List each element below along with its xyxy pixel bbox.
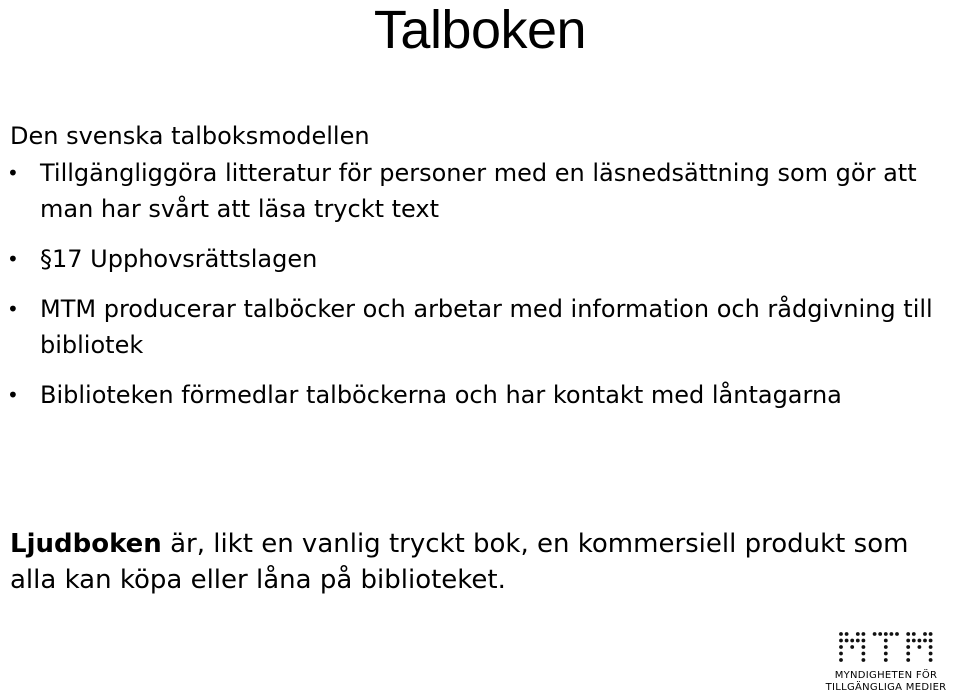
closing-text: är, likt en vanlig tryckt bok, en kommersiell produkt som alla kan köpa eller låna på biblioteket.	[10, 529, 909, 595]
bullet-dot-icon: •	[7, 247, 19, 271]
slide-title: Talboken	[373, 0, 587, 60]
closing-bold-term: Ljudboken	[10, 529, 162, 559]
bullet-item	[7, 377, 950, 413]
bullet-text: Biblioteken förmedlar talböckerna och har kontakt med låntagarna	[40, 381, 842, 409]
bullet-item	[7, 291, 950, 363]
subheading: Den svenska talboksmodellen	[10, 122, 370, 150]
bullet-dot-icon: •	[7, 297, 19, 321]
bullet-dot-icon: •	[7, 161, 19, 185]
mtm-logo-mark-icon	[838, 630, 934, 666]
closing-statement	[10, 526, 940, 598]
bullet-item	[7, 155, 950, 227]
slide-body	[7, 117, 950, 427]
bullet-text: §17 Upphovsrättslagen	[40, 245, 318, 273]
bullet-list	[7, 155, 950, 413]
mtm-logo	[818, 630, 954, 693]
logo-text-line1: MYNDIGHETEN FÖR	[834, 670, 938, 681]
logo-text-line2: TILLGÄNGLIGA MEDIER	[825, 682, 947, 693]
bullet-text: MTM producerar talböcker och arbetar med information och rådgivning till bibliotek	[40, 295, 933, 359]
bullet-text: Tillgängliggöra litteratur för personer med en läsnedsättning som gör att man har svårt att läsa tryckt text	[40, 159, 917, 223]
bullet-dot-icon: •	[7, 383, 19, 407]
bullet-item	[7, 241, 950, 277]
